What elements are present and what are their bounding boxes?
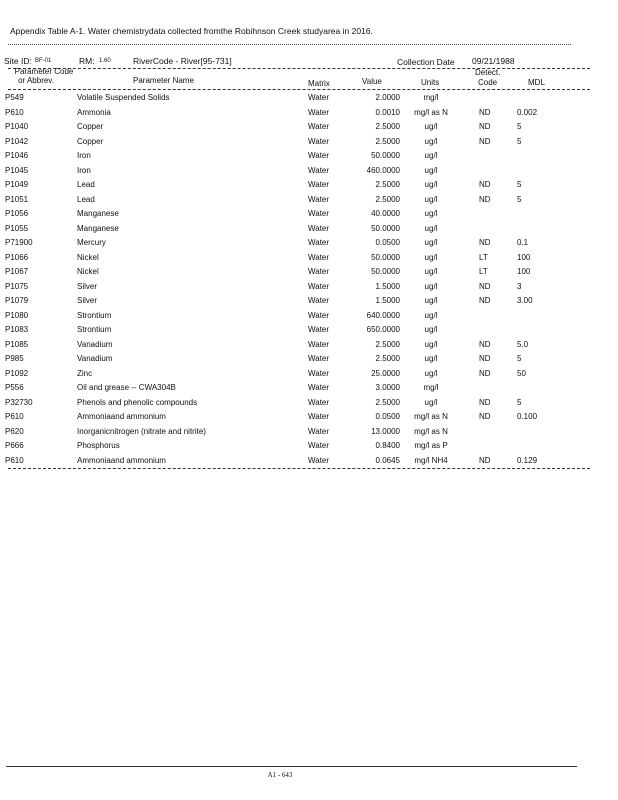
units-cell: ug/l xyxy=(424,368,438,378)
param-name-cell: Manganese xyxy=(77,209,119,218)
table-row xyxy=(0,455,618,470)
value-cell: 0.0645 xyxy=(375,455,400,465)
detect-code-cell: ND xyxy=(479,455,491,465)
param-code-cell: P1080 xyxy=(5,310,29,320)
units-cell: ug/l xyxy=(424,310,438,320)
value-cell: 50.0000 xyxy=(371,151,400,160)
table-row xyxy=(0,92,618,107)
units-cell: ug/l xyxy=(424,209,438,218)
units-cell: mg/l as P xyxy=(414,441,448,450)
value-cell: 3.0000 xyxy=(375,383,400,392)
table-row xyxy=(0,411,618,426)
value-cell: 1.5000 xyxy=(375,281,400,291)
matrix-cell: Water xyxy=(308,194,330,204)
param-code-cell: P1067 xyxy=(5,267,29,276)
table-row xyxy=(0,353,618,368)
matrix-cell: Water xyxy=(308,151,330,160)
mdl-cell: 50 xyxy=(517,368,526,378)
rm-label: RM: xyxy=(79,56,95,66)
param-name-cell: Copper xyxy=(77,136,104,146)
param-name-cell: Ammoniaand ammonium xyxy=(77,412,166,421)
matrix-cell: Water xyxy=(308,368,330,378)
table-row xyxy=(0,136,618,151)
value-cell: 50.0000 xyxy=(371,223,400,233)
detect-code-cell: ND xyxy=(479,180,491,189)
rm-value: 1.60 xyxy=(99,58,111,64)
matrix-cell: Water xyxy=(308,107,330,117)
units-cell: mg/l xyxy=(423,93,439,102)
param-code-cell: P1046 xyxy=(5,151,29,160)
value-cell: 40.0000 xyxy=(371,209,400,218)
param-code-cell: P1042 xyxy=(5,136,29,146)
table-end-divider xyxy=(8,468,590,469)
param-name-cell: Phenols and phenolic compounds xyxy=(77,397,198,407)
param-name-header: Parameter Name xyxy=(133,76,194,85)
detect-code-cell: LT xyxy=(479,267,488,276)
param-name-cell: Volatile Suspended Solids xyxy=(77,93,170,102)
value-cell: 13.0000 xyxy=(371,426,400,436)
site-id-value: BF-01 xyxy=(35,58,52,64)
value-cell: 50.0000 xyxy=(371,267,400,276)
param-name-cell: Mercury xyxy=(77,238,106,247)
param-code-header-line2: or Abbrev. xyxy=(18,76,54,85)
param-code-cell: P1055 xyxy=(5,223,29,233)
column-header-divider xyxy=(8,89,590,90)
matrix-cell: Water xyxy=(308,122,330,131)
param-name-cell: Strontium xyxy=(77,325,112,334)
table-title: Appendix Table A-1. Water chemistrydata collected fromthe Robihnson Creek studyarea in 2016. xyxy=(10,26,373,36)
param-name-cell: Copper xyxy=(77,122,104,131)
units-cell: ug/l xyxy=(424,267,438,276)
matrix-cell: Water xyxy=(308,93,330,102)
matrix-header: Matrix xyxy=(308,79,330,88)
table-row xyxy=(0,397,618,412)
value-cell: 1.5000 xyxy=(375,296,400,305)
table-row xyxy=(0,295,618,310)
mdl-cell: 5 xyxy=(517,397,522,407)
units-cell: mg/l as N xyxy=(414,107,448,117)
table-row xyxy=(0,440,618,455)
value-cell: 2.5000 xyxy=(375,354,400,363)
detect-code-cell: ND xyxy=(479,368,491,378)
param-name-cell: Nickel xyxy=(77,252,99,262)
units-cell: ug/l xyxy=(424,397,438,407)
matrix-cell: Water xyxy=(308,339,330,349)
param-code-cell: P1051 xyxy=(5,194,29,204)
value-cell: 2.5000 xyxy=(375,136,400,146)
matrix-cell: Water xyxy=(308,455,330,465)
mdl-cell: 0.002 xyxy=(517,107,538,117)
param-name-cell: Vanadium xyxy=(77,339,113,349)
table-row xyxy=(0,121,618,136)
detect-code-cell: ND xyxy=(479,238,491,247)
table-row xyxy=(0,368,618,383)
param-name-cell: Lead xyxy=(77,180,95,189)
value-cell: 2.5000 xyxy=(375,122,400,131)
matrix-cell: Water xyxy=(308,165,330,175)
detect-code-cell: ND xyxy=(479,194,491,204)
units-cell: ug/l xyxy=(424,339,438,349)
param-code-cell: P1045 xyxy=(5,165,29,175)
param-name-cell: Ammonia xyxy=(77,107,111,117)
units-header: Units xyxy=(421,78,440,87)
detect-header-line1: Detect. xyxy=(475,68,501,77)
units-cell: ug/l xyxy=(424,296,438,305)
value-header: Value xyxy=(362,77,382,86)
param-name-cell: Iron xyxy=(77,151,91,160)
matrix-cell: Water xyxy=(308,397,330,407)
collection-date-value: 09/21/1988 xyxy=(472,56,515,66)
value-cell: 25.0000 xyxy=(371,368,400,378)
value-cell: 2.5000 xyxy=(375,397,400,407)
units-cell: ug/l xyxy=(424,325,438,334)
value-cell: 0.0500 xyxy=(375,412,400,421)
param-name-cell: Nickel xyxy=(77,267,99,276)
mdl-header: MDL xyxy=(528,78,545,87)
param-name-cell: Lead xyxy=(77,194,95,204)
detect-code-cell: LT xyxy=(479,252,488,262)
mdl-cell: 100 xyxy=(517,252,531,262)
param-code-cell: P1049 xyxy=(5,180,29,189)
mdl-cell: 3.00 xyxy=(517,296,533,305)
detect-code-cell: ND xyxy=(479,412,491,421)
table-row xyxy=(0,165,618,180)
param-name-cell: Strontium xyxy=(77,310,112,320)
detect-code-cell: ND xyxy=(479,281,491,291)
value-cell: 2.5000 xyxy=(375,339,400,349)
units-cell: ug/l xyxy=(424,354,438,363)
matrix-cell: Water xyxy=(308,354,330,363)
mdl-cell: 5 xyxy=(517,180,522,189)
units-cell: mg/l as N xyxy=(414,412,448,421)
table-row xyxy=(0,223,618,238)
matrix-cell: Water xyxy=(308,441,330,450)
param-name-cell: Zinc xyxy=(77,368,93,378)
units-cell: ug/l xyxy=(424,281,438,291)
matrix-cell: Water xyxy=(308,296,330,305)
matrix-cell: Water xyxy=(308,281,330,291)
param-code-cell: P610 xyxy=(5,412,24,421)
units-cell: ug/l xyxy=(424,223,438,233)
detect-code-cell: ND xyxy=(479,107,491,117)
units-cell: ug/l xyxy=(424,151,438,160)
table-row xyxy=(0,324,618,339)
table-row xyxy=(0,382,618,397)
matrix-cell: Water xyxy=(308,252,330,262)
value-cell: 0.0500 xyxy=(375,238,400,247)
param-code-cell: P1056 xyxy=(5,209,29,218)
detect-code-cell: ND xyxy=(479,397,491,407)
units-cell: ug/l xyxy=(424,136,438,146)
table-row xyxy=(0,266,618,281)
param-code-cell: P985 xyxy=(5,354,24,363)
param-code-cell: P71900 xyxy=(5,238,33,247)
value-cell: 2.5000 xyxy=(375,180,400,189)
mdl-cell: 0.129 xyxy=(517,455,538,465)
mdl-cell: 0.1 xyxy=(517,238,529,247)
value-cell: 0.8400 xyxy=(375,441,400,450)
units-cell: ug/l xyxy=(424,165,438,175)
page-number: A1 - 643 xyxy=(267,771,293,779)
param-code-cell: P1079 xyxy=(5,296,29,305)
param-code-cell: P610 xyxy=(5,107,24,117)
value-cell: 2.5000 xyxy=(375,194,400,204)
table-row xyxy=(0,426,618,441)
param-code-cell: P1066 xyxy=(5,252,29,262)
mdl-cell: 0.100 xyxy=(517,412,538,421)
table-row xyxy=(0,179,618,194)
matrix-cell: Water xyxy=(308,310,330,320)
param-code-cell: P556 xyxy=(5,383,24,392)
river-code: RiverCode - River[95-731] xyxy=(133,56,232,66)
param-code-cell: P1092 xyxy=(5,368,29,378)
param-code-cell: P32730 xyxy=(5,397,33,407)
value-cell: 50.0000 xyxy=(371,252,400,262)
units-cell: ug/l xyxy=(424,252,438,262)
mdl-cell: 3 xyxy=(517,281,522,291)
param-name-cell: Phosphorus xyxy=(77,441,120,450)
param-code-cell: P1040 xyxy=(5,122,29,131)
detect-code-cell: ND xyxy=(479,136,491,146)
param-name-cell: Manganese xyxy=(77,223,119,233)
table-row xyxy=(0,237,618,252)
footer-divider xyxy=(6,766,577,767)
table-row xyxy=(0,150,618,165)
matrix-cell: Water xyxy=(308,238,330,247)
param-code-header-line1: Parameter Code xyxy=(14,67,74,76)
matrix-cell: Water xyxy=(308,426,330,436)
param-name-cell: Oil and grease -- CWA304B xyxy=(77,383,176,392)
mdl-cell: 5 xyxy=(517,194,522,204)
table-row xyxy=(0,339,618,354)
matrix-cell: Water xyxy=(308,180,330,189)
table-row xyxy=(0,208,618,223)
value-cell: 0.0010 xyxy=(375,107,400,117)
site-id-label: Site ID: xyxy=(4,56,32,66)
mdl-cell: 5 xyxy=(517,122,522,131)
units-cell: mg/l xyxy=(423,383,439,392)
table-row xyxy=(0,107,618,122)
title-divider xyxy=(8,44,571,45)
table-row xyxy=(0,310,618,325)
value-cell: 640.0000 xyxy=(366,310,400,320)
matrix-cell: Water xyxy=(308,267,330,276)
detect-code-cell: ND xyxy=(479,296,491,305)
param-name-cell: Ammoniaand ammonium xyxy=(77,455,166,465)
detect-code-cell: ND xyxy=(479,339,491,349)
value-cell: 650.0000 xyxy=(366,325,400,334)
matrix-cell: Water xyxy=(308,136,330,146)
value-cell: 460.0000 xyxy=(366,165,400,175)
table-row xyxy=(0,252,618,267)
detect-code-cell: ND xyxy=(479,354,491,363)
units-cell: ug/l xyxy=(424,180,438,189)
matrix-cell: Water xyxy=(308,325,330,334)
param-name-cell: Vanadium xyxy=(77,354,113,363)
units-cell: mg/l as N xyxy=(414,426,448,436)
detect-header-line2: Code xyxy=(478,78,498,87)
detect-code-cell: ND xyxy=(479,122,491,131)
matrix-cell: Water xyxy=(308,412,330,421)
matrix-cell: Water xyxy=(308,209,330,218)
units-cell: ug/l xyxy=(424,194,438,204)
units-cell: ug/l xyxy=(424,238,438,247)
param-name-cell: Silver xyxy=(77,296,98,305)
header-divider xyxy=(8,68,590,69)
param-code-cell: P549 xyxy=(5,93,24,102)
units-cell: ug/l xyxy=(424,122,438,131)
param-code-cell: P620 xyxy=(5,426,24,436)
matrix-cell: Water xyxy=(308,383,330,392)
mdl-cell: 5 xyxy=(517,136,522,146)
value-cell: 2.0000 xyxy=(375,93,400,102)
param-name-cell: Iron xyxy=(77,165,91,175)
param-code-cell: P666 xyxy=(5,441,24,450)
param-code-cell: P610 xyxy=(5,455,24,465)
param-code-cell: P1075 xyxy=(5,281,29,291)
mdl-cell: 100 xyxy=(517,267,531,276)
mdl-cell: 5.0 xyxy=(517,339,529,349)
collection-date-label: Collection Date xyxy=(397,57,455,67)
param-code-cell: P1083 xyxy=(5,325,29,334)
param-name-cell: Silver xyxy=(77,281,98,291)
table-row xyxy=(0,281,618,296)
table-row xyxy=(0,194,618,209)
param-code-cell: P1085 xyxy=(5,339,29,349)
units-cell: mg/l NH4 xyxy=(414,455,448,465)
mdl-cell: 5 xyxy=(517,354,522,363)
matrix-cell: Water xyxy=(308,223,330,233)
param-name-cell: Inorganicnitrogen (nitrate and nitrite) xyxy=(77,426,206,436)
